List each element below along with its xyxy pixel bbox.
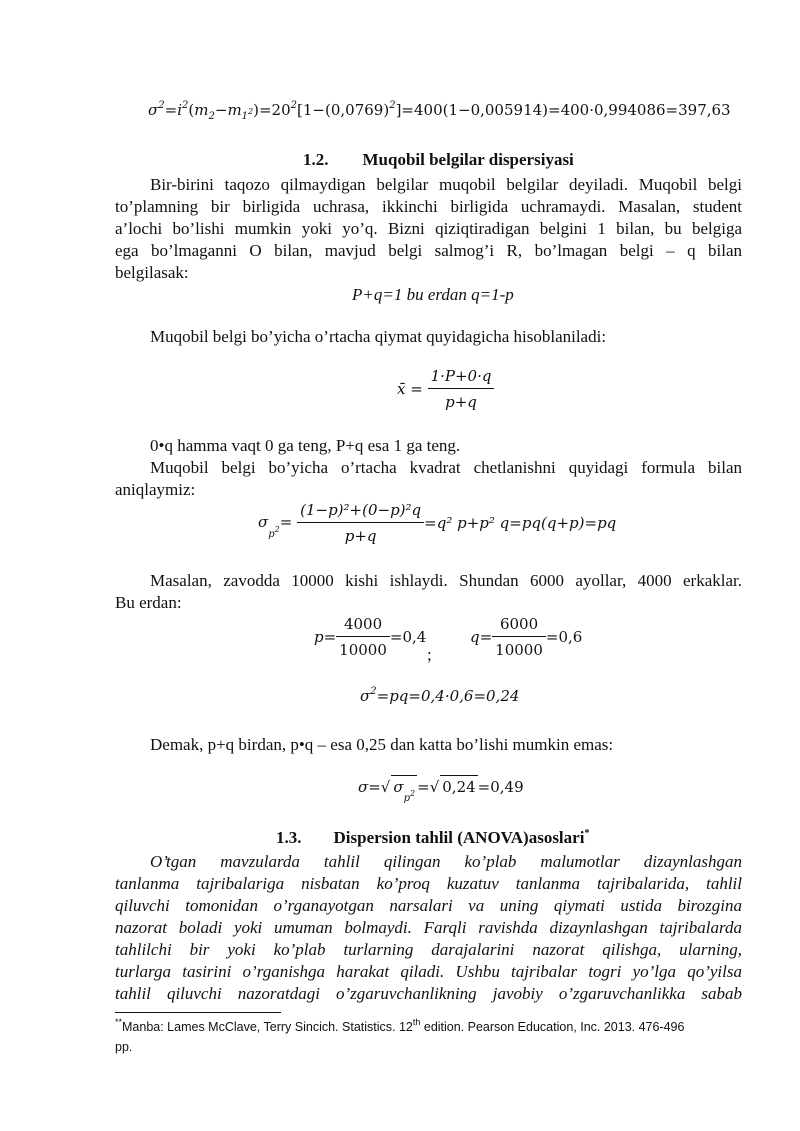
fraction xyxy=(336,614,390,660)
footnote xyxy=(115,1017,735,1057)
paragraph-line: to’plamning bir birligida uchrasa, ikkinchi birligida uchramaydi. Masalan, student xyxy=(115,197,742,216)
exponent: 2 xyxy=(158,100,165,111)
fraction xyxy=(492,614,546,660)
equals-sqrt: =√ xyxy=(417,778,440,796)
numerator: 1·P+0·q xyxy=(428,366,495,389)
paragraph-line: qiluvchi tomonidan o’rganayotgan narsalari va uning qiymati ustida birozgina xyxy=(115,896,742,915)
subscript xyxy=(241,107,254,122)
subscript xyxy=(403,789,416,804)
section-heading-1-2 xyxy=(303,150,574,170)
paragraph-line: turlarga tasirini o’rganishga harakat qiladi. Ushbu tajribalar togri yo’lga qo’yilsa xyxy=(115,962,742,981)
subscript-exponent: 2 xyxy=(274,524,280,534)
fraction xyxy=(297,500,424,546)
q-formula xyxy=(470,614,582,660)
paragraph-line: Masalan, zavodda 10000 kishi ishlaydi. Shundan 6000 ayollar, 4000 erkaklar. xyxy=(150,571,742,590)
denominator: 10000 xyxy=(495,641,543,659)
sigma-sqrt: σ=√ xyxy=(358,778,391,796)
denominator: 10000 xyxy=(339,641,387,659)
sqrt-content xyxy=(391,775,417,804)
section-heading-1-3 xyxy=(276,828,589,848)
sqrt-value: 0,24 xyxy=(440,775,477,798)
paragraph-line: nazorat boladi yoki umuman bolmaydi. Farqli ravishda dizaynlashgan tajribalarda xyxy=(115,918,742,937)
paragraph-line: 0•q hamma vaqt 0 ga teng, P+q esa 1 ga teng. xyxy=(150,436,461,455)
minus: − xyxy=(214,101,228,119)
numerator: 6000 xyxy=(492,614,546,637)
q-lhs: q= xyxy=(470,628,493,646)
paragraph-line: tahlilchi bir yoki ko’plab turlarning darajalarini nazorat qilishga, ularning, xyxy=(115,940,742,959)
footnote-text: pp. xyxy=(115,1040,133,1054)
paragraph-line: O’tgan mavzularda tahlil qilingan ko’plab malumotlar dizaynlashgan xyxy=(150,852,742,871)
sigma-symbol: σ xyxy=(258,512,269,531)
footnote-mark: * xyxy=(584,828,590,839)
sigma-squared-formula xyxy=(360,685,519,707)
paragraph-line: Bir-birini taqozo qilmaydigan belgilar muqobil belgilar deyiladi. Muqobil belgi xyxy=(150,175,742,194)
numerator: 4000 xyxy=(336,614,390,637)
paragraph-line: Muqobil belgi bo’yicha o’rtacha qiymat quyidagicha hisoblaniladi: xyxy=(150,327,607,346)
formula-rhs: =0,49 xyxy=(477,778,524,796)
variance-formula-1 xyxy=(148,99,731,121)
paragraph-line: ega bo’lmaganni O bilan, mavjud belgi salmog’i R, bo’lmagan belgi – q bilan xyxy=(115,241,742,260)
denominator: p+q xyxy=(445,393,477,411)
variance-formula xyxy=(258,500,616,546)
subscript-p: p xyxy=(403,793,411,804)
paragraph-line: tanlanma tajribalariga nisbatan ko’proq kuzatuv tanlanma tajribalarida, tahlil xyxy=(115,874,742,893)
footnote-text: edition. Pearson Education, Inc. 2013. 476-496 xyxy=(420,1020,685,1034)
paragraph-line: Demak, p+q birdan, p•q – esa 0,25 dan katta bo’lishi mumkin emas: xyxy=(150,735,614,754)
p-formula xyxy=(314,614,426,660)
paragraph-line: tahlil qiluvchi nazoratdagi o’zgaruvchanlikning javobiy o’zgaruvchanlikka sabab xyxy=(115,984,742,1003)
section-number: 1.2. xyxy=(303,150,329,169)
exponent: 2 xyxy=(389,100,396,111)
formula-part: )=20 xyxy=(253,101,291,119)
subscript xyxy=(268,524,280,540)
sigma-symbol: σ xyxy=(360,687,371,705)
paragraph-line: a’lochi bo’lishi mumkin yoki yo’q. Bizni qiziqtiradigan belgini 1 bilan, bu belgiga xyxy=(115,219,742,238)
exponent: 2 xyxy=(290,100,298,111)
footnote-superscript: th xyxy=(412,1017,421,1027)
footnote-separator xyxy=(115,1012,281,1013)
paragraph-line: Muqobil belgi bo’yicha o’rtacha kvadrat chetlanishni quyidagi formula bilan xyxy=(150,458,742,477)
formula-rhs: =pq=0,4·0,6=0,24 xyxy=(376,687,520,705)
footnote-mark: ** xyxy=(115,1017,123,1027)
paragraph-line: belgilasak: xyxy=(115,263,189,282)
p-lhs: p= xyxy=(314,628,337,646)
sqrt-formula xyxy=(358,775,524,804)
footnote-text: Manba: Lames McClave, Terry Sincich. Statistics. 12 xyxy=(122,1020,413,1034)
formula-rhs: =q² p+p² q=pq(q+p)=pq xyxy=(424,514,617,532)
pq-formula: P+q=1 bu erdan q=1-p xyxy=(352,285,514,304)
sigma-symbol: σ xyxy=(148,101,159,119)
paren: ( xyxy=(188,101,195,119)
section-number: 1.3. xyxy=(276,828,302,847)
section-title: Muqobil belgilar dispersiyasi xyxy=(362,150,574,169)
mean-symbol: x̄ = xyxy=(397,380,423,398)
subscript-exponent: 2 xyxy=(248,107,254,116)
m-symbol: m xyxy=(194,101,209,119)
q-rhs: =0,6 xyxy=(545,628,583,646)
sigma-p2 xyxy=(258,512,293,540)
exponent: 2 xyxy=(182,100,189,111)
denominator: p+q xyxy=(344,527,377,545)
m-symbol: m xyxy=(227,101,242,119)
subscript-exponent: 2 xyxy=(410,789,416,798)
i-symbol: i xyxy=(177,101,183,119)
subscript-digit: 1 xyxy=(241,111,249,122)
p-rhs: =0,4 xyxy=(389,628,427,646)
subscript: 2 xyxy=(208,111,215,122)
section-title: Dispersion tahlil (ANOVA)asoslari xyxy=(333,828,585,847)
formula-part: [1−(0,0769) xyxy=(297,101,390,119)
semicolon: ; xyxy=(427,645,432,664)
numerator: (1−p)²+(0−p)²q xyxy=(297,500,424,523)
paragraph-line: Bu erdan: xyxy=(115,593,182,612)
subscript-p: p xyxy=(268,528,275,540)
mean-formula xyxy=(397,366,494,412)
equals: = xyxy=(164,101,178,119)
fraction xyxy=(428,366,495,412)
exponent: 2 xyxy=(370,686,377,697)
formula-part: ]=400(1−0,005914)=400·0,994086=397,63 xyxy=(395,101,731,119)
paragraph-line: aniqlaymiz: xyxy=(115,480,196,499)
equals: = xyxy=(279,512,293,531)
sigma-symbol: σ xyxy=(393,778,404,796)
